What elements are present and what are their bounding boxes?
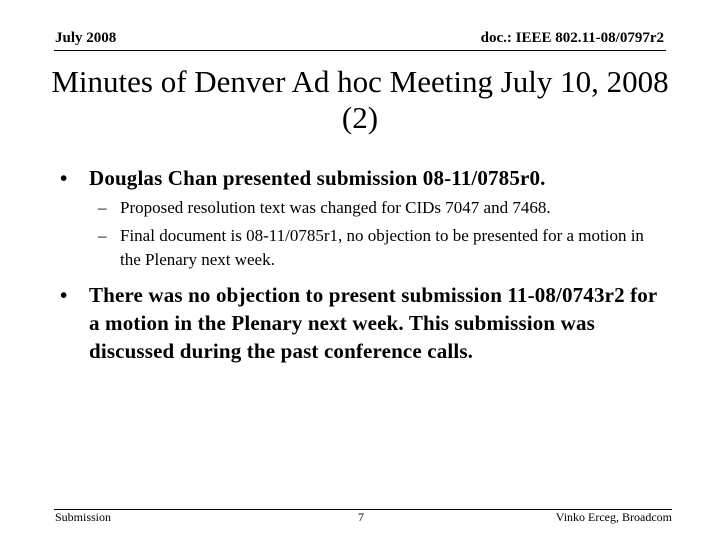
sub-bullet-item-1: [98, 196, 668, 220]
sub-bullet-text: Proposed resolution text was changed for CIDs 7047 and 7468.: [120, 198, 551, 217]
bullet-text: Douglas Chan presented submission 08-11/0785r0.: [89, 166, 546, 190]
bullet-text: There was no objection to present submission 11-08/0743r2 for a motion in the Plenary next week. This submission was discussed during the past conference calls.: [89, 283, 657, 363]
sub-bullet-item-2: [98, 224, 668, 272]
bullet-marker: •: [60, 166, 68, 190]
header-doc-id: doc.: IEEE 802.11-08/0797r2: [480, 30, 664, 46]
bullet-item-1: [60, 164, 670, 192]
bullet-item-2: [60, 281, 660, 365]
header-divider: [54, 50, 666, 51]
sub-bullet-marker: –: [98, 226, 107, 245]
footer-page-number: 7: [358, 510, 364, 524]
header-date: July 2008: [55, 30, 117, 46]
footer-author: Vinko Erceg, Broadcom: [555, 510, 672, 524]
bullet-marker: •: [60, 283, 68, 307]
sub-bullet-marker: –: [98, 198, 107, 217]
footer-submission-label: Submission: [55, 510, 112, 524]
sub-bullet-text: Final document is 08-11/0785r1, no objection to be presented for a motion in the Plenary next week.: [120, 226, 644, 269]
slide-title: Minutes of Denver Ad hoc Meeting July 10, 2008 (2): [51, 64, 669, 135]
